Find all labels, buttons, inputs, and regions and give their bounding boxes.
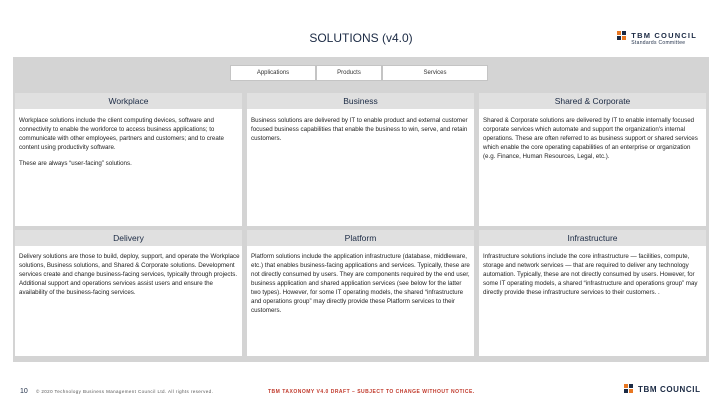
panel-body [19,252,240,304]
page-number: 10 [20,388,28,395]
panel-paragraph: Infrastructure solutions include the core infrastructure — facilities, compute, storage and network services — that are required to deliver any technology automation. Typically, these are not directly consumed by users. However, for some IT operating models, a shared “infrastructure and operations group” may directly provide these infrastructure services to their customers. . [483,253,698,296]
panel-heading: Shared & Corporate [479,93,706,109]
panel-heading: Business [247,93,474,109]
tbm-logo [617,31,697,46]
panel-body [251,252,472,322]
panel-workplace [15,93,242,226]
tab-products[interactable]: Products [316,65,382,81]
tbm-logo-icon [617,31,627,41]
tab-services[interactable]: Services [382,65,488,81]
panel-heading: Platform [247,230,474,246]
panel-delivery [15,230,242,356]
tbm-logo-icon [624,384,634,394]
brand-name: TBM COUNCIL [631,31,697,40]
copyright-notice: © 2020 Technology Business Management Council Ltd. All rights reserved. [36,389,214,394]
panel-heading: Infrastructure [479,230,706,246]
panel-body [483,252,704,304]
panel-body [483,116,704,168]
page-title: SOLUTIONS (v4.0) [309,31,413,45]
panel-paragraph: Platform solutions include the application infrastructure (database, middleware, etc.) that enables business-facing applications and services. Typically, these are not directly consumed by users. They are components required by the end user, business application and shared application services (see below for the latter two types). However, for some IT operating models, the shared “infrastructure and operations group” may directly provide these Platform services to their customers. [251,253,470,314]
tab-applications[interactable]: Applications [230,65,316,81]
slide-frame [13,13,709,362]
panel-body [251,116,472,150]
footer-logo [624,384,701,394]
panel-paragraph: These are always “user-facing” solutions. [19,160,132,167]
panel-paragraph: Business solutions are delivered by IT to enable product and external customer focused business capabilities that enable the business to win, serve, and retain customers. [251,117,468,142]
panel-paragraph: Shared & Corporate solutions are delivered by IT to enable internally focused corporate services which automate and support the organization's internal operations. These are often referred to as business support or shared services which enable the core operating capabilities of an enterprise or organization (e.g. Finance, Human Resources, Legal, etc.). [483,117,698,160]
footer-brand-name: TBM COUNCIL [638,384,701,394]
title-bar [13,13,709,57]
panel-heading: Workplace [15,93,242,109]
panel-shared-corporate [479,93,706,226]
brand-subtitle: Standards Committee [631,40,686,46]
panel-business [247,93,474,226]
footer [0,362,720,405]
panel-paragraph: Workplace solutions include the client computing devices, software and connectivity to enable the workforce to access business applications; to communicate with other employees, partners and customers; and to create content using productivity software. [19,117,224,151]
panel-infrastructure [479,230,706,356]
panel-platform [247,230,474,356]
draft-notice: TBM TAXONOMY V4.0 DRAFT – SUBJECT TO CHANGE WITHOUT NOTICE. [268,389,475,395]
panel-heading: Delivery [15,230,242,246]
panel-paragraph: Delivery solutions are those to build, deploy, support, and operate the Workplace solutions, Business solutions, and Shared & Corporate solutions. Development services create and change business-facing services, typically through projects. Additional support and operations services assist users and ensure the availability of the business-facing services. [19,253,240,296]
panel-body [19,116,240,175]
